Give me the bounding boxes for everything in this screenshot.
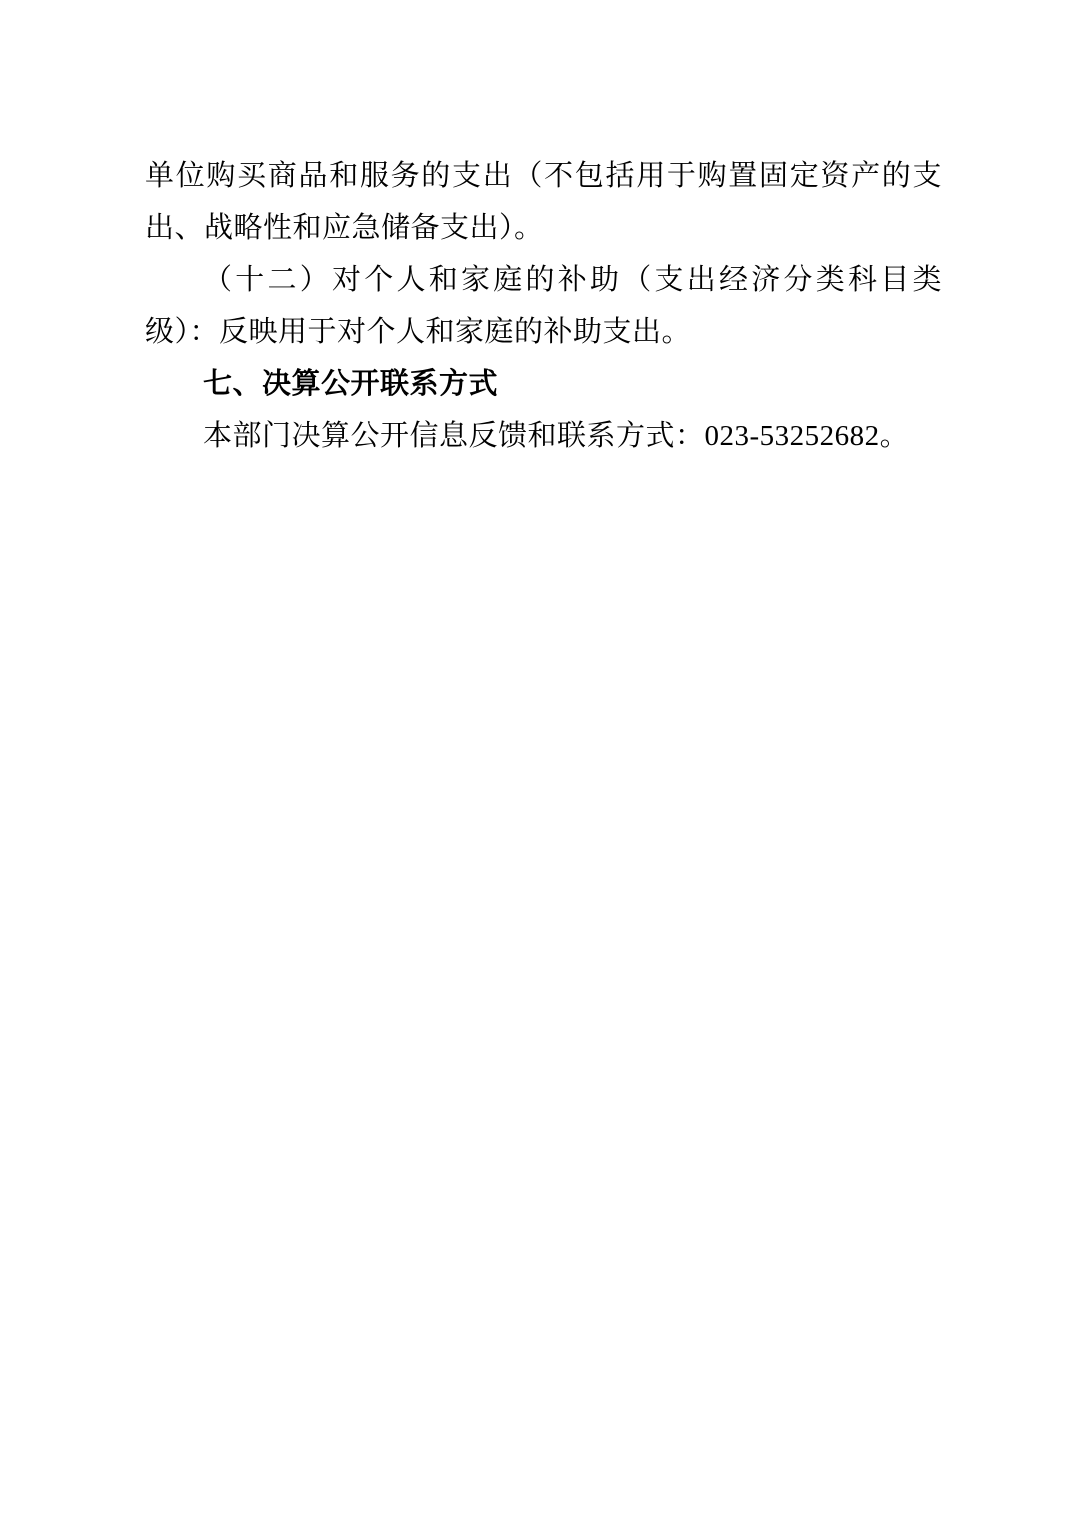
paragraph-contact-info: 本部门决算公开信息反馈和联系方式：023-53252682。 [203,420,910,452]
section-heading-disclosure-contact: 七、决算公开联系方式 [203,368,499,400]
paragraph-individual-family-subsidy: （十二）对个人和家庭的补助（支出经济分类科目类级）：反映用于对个人和家庭的补助支出。 [145,264,942,348]
paragraph-goods-services-expenditure: 单位购买商品和服务的支出（不包括用于购置固定资产的支出、战略性和应急储备支出）。 [145,160,942,244]
